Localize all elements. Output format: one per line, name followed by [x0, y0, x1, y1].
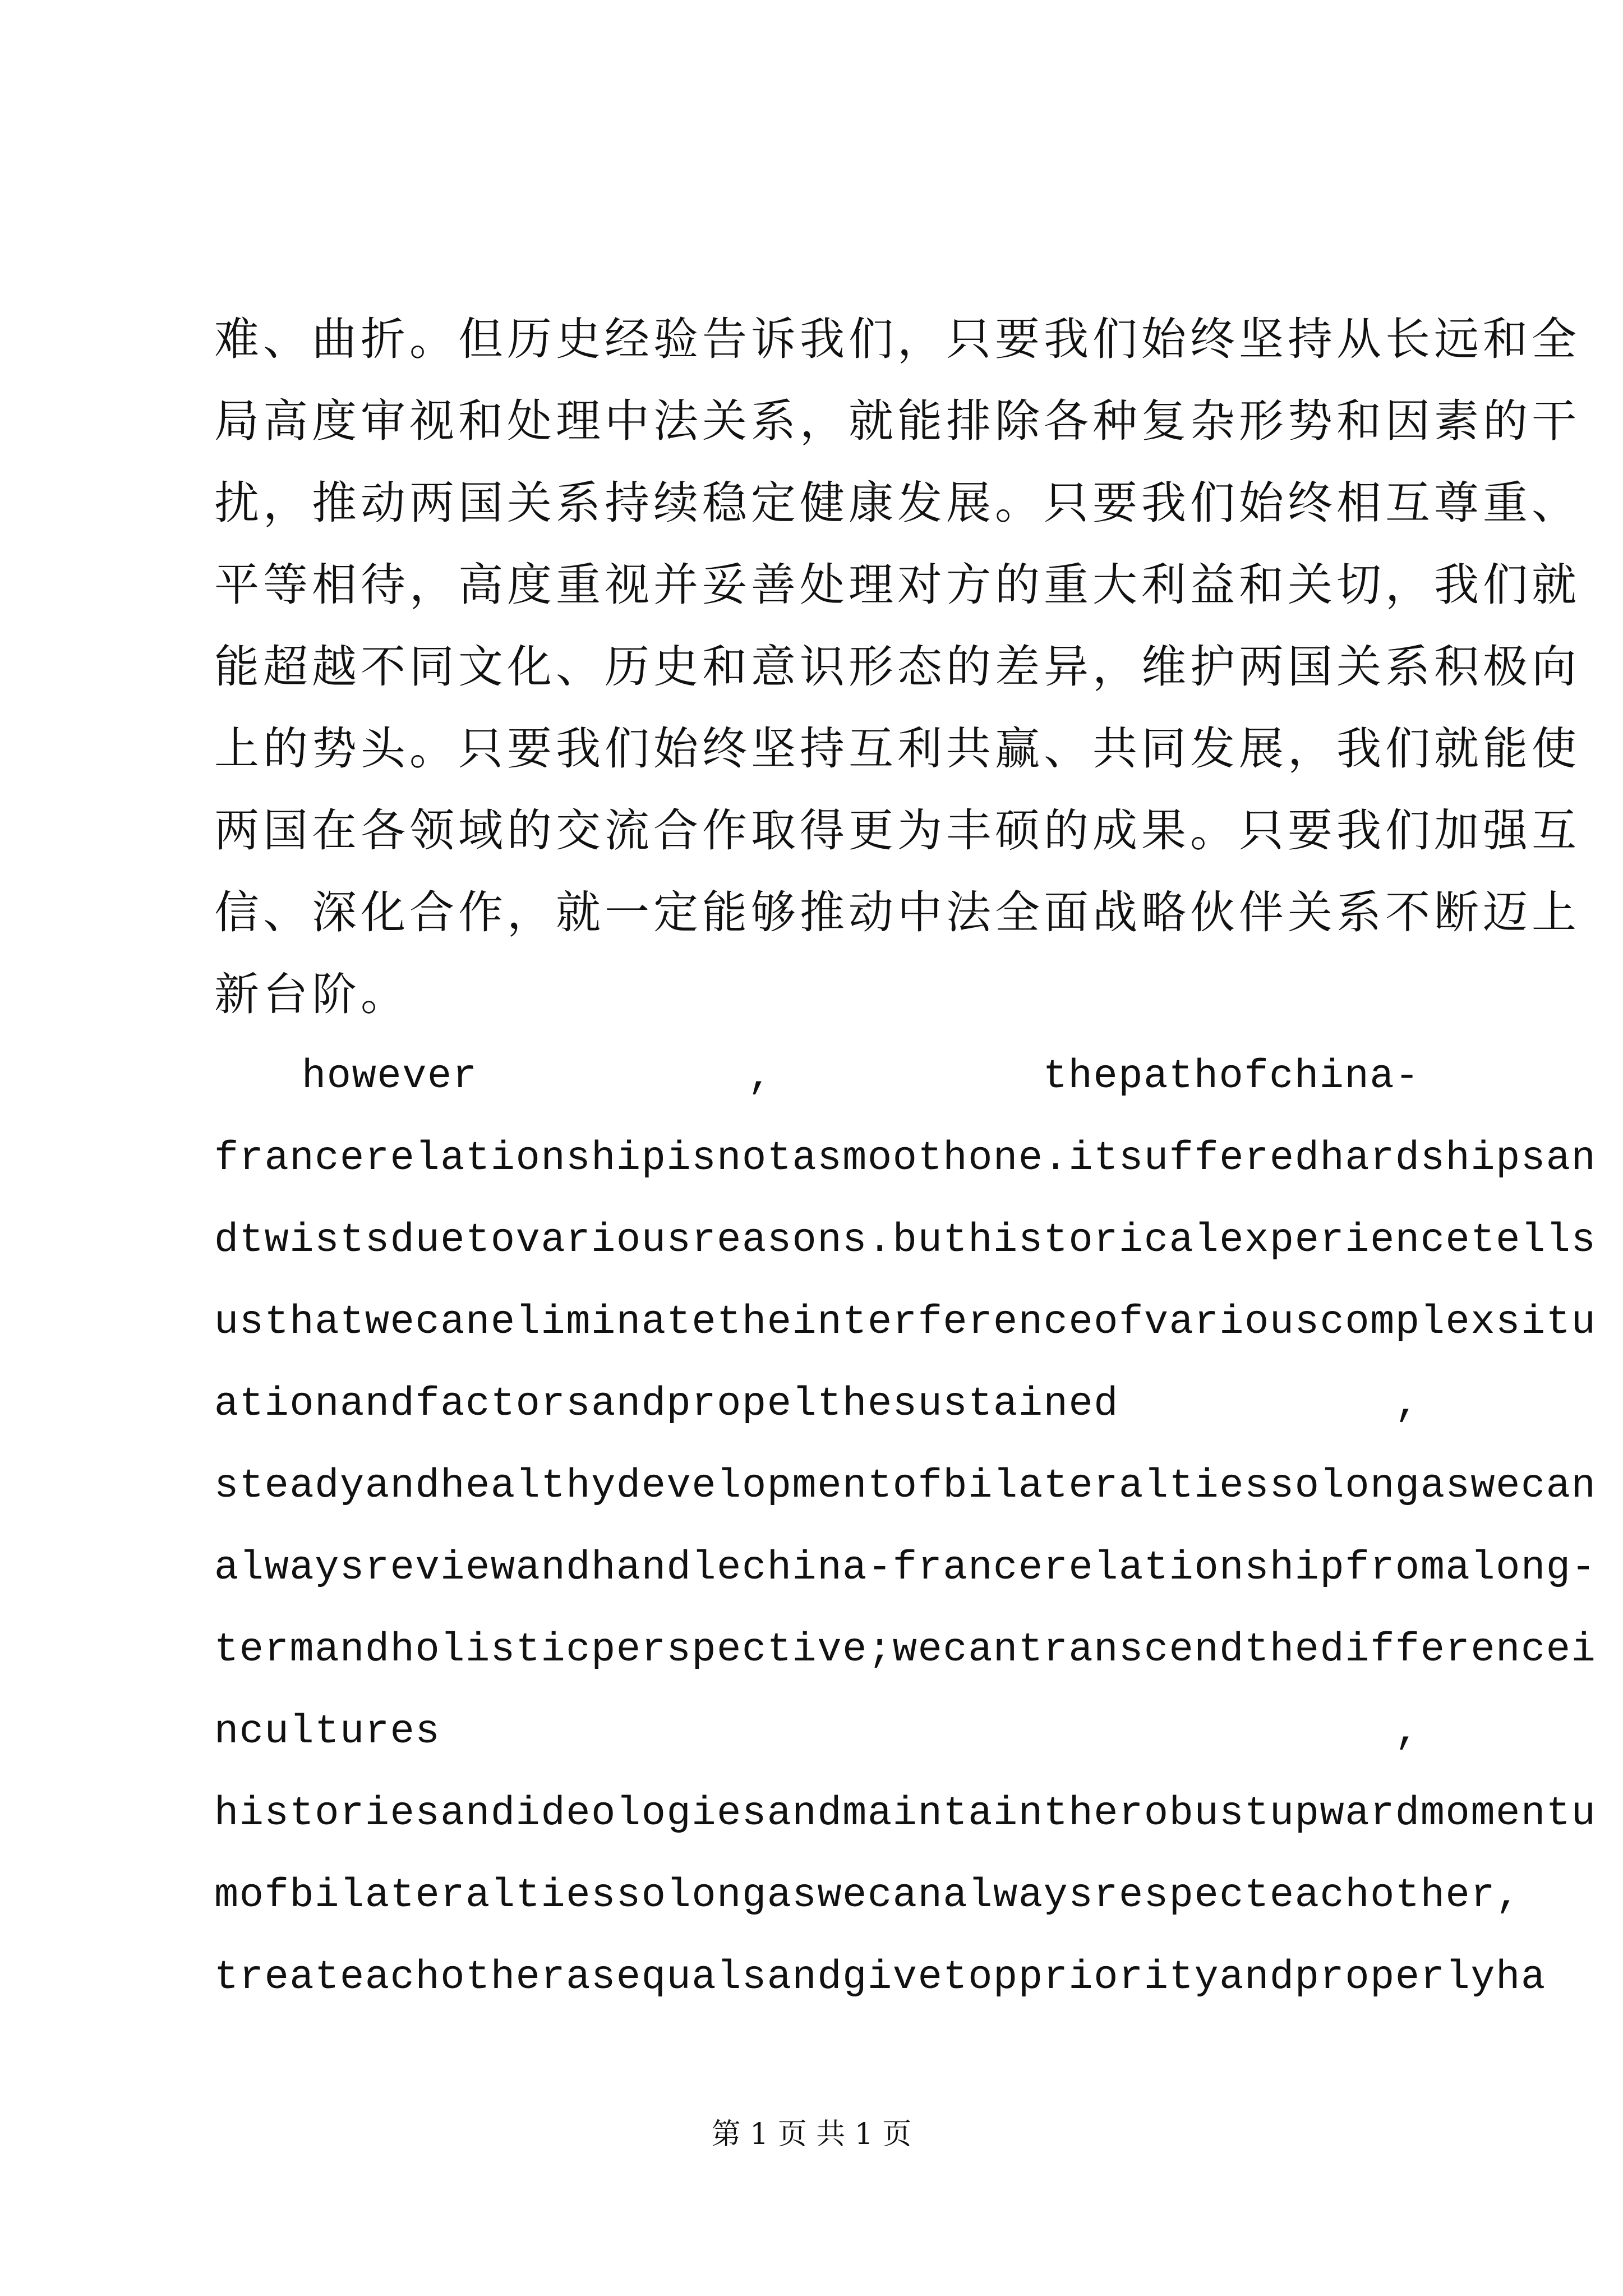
zh-char: 异 [1044, 641, 1092, 693]
zh-char: 够 [751, 886, 800, 938]
en-line-4: usthatwecaneliminatetheinterferenceofvariouscomplexsitu [214, 1299, 1597, 1345]
zh-char: 重 [1044, 559, 1092, 611]
zh-char: 历 [605, 641, 653, 693]
en-comma: , [748, 1053, 773, 1099]
zh-char: 护 [1190, 641, 1239, 693]
zh-char: 难 [214, 313, 263, 365]
zh-char: 关 [1288, 559, 1336, 611]
en-line-5 [214, 1362, 1420, 1446]
en-comma: , [1395, 1709, 1420, 1755]
zh-char: 持 [605, 477, 653, 529]
zh-char: 动 [849, 886, 897, 938]
zh-char: 我 [556, 723, 605, 775]
zh-char: 领 [409, 804, 458, 857]
zh-char: 流 [605, 804, 653, 857]
zh-char: 同 [409, 641, 458, 693]
zh-char: 远 [1434, 313, 1483, 365]
zh-char: 共 [1092, 723, 1141, 775]
zh-char: 终 [702, 723, 751, 775]
zh-line-4 [214, 543, 1580, 627]
zh-char: 两 [1239, 641, 1288, 693]
zh-char: 种 [1092, 395, 1141, 447]
zh-char: 局 [214, 395, 263, 447]
zh-char: ， [409, 559, 458, 611]
zh-char: 度 [507, 559, 556, 611]
zh-char: 等 [263, 559, 312, 611]
zh-char: 们 [1190, 477, 1239, 529]
zh-char: 的 [1044, 804, 1092, 857]
zh-char: 两 [409, 477, 458, 529]
zh-char: 展 [1239, 723, 1288, 775]
zh-char: 、 [556, 641, 605, 693]
zh-char: 上 [214, 723, 263, 775]
zh-char: 交 [556, 804, 605, 857]
zh-char: 重 [1483, 477, 1532, 529]
zh-char: 关 [1288, 886, 1336, 938]
zh-char: 全 [1532, 313, 1580, 365]
zh-char: 方 [946, 559, 995, 611]
zh-char: 信 [214, 886, 263, 938]
zh-char: 赢 [995, 723, 1044, 775]
zh-char: 我 [1044, 313, 1092, 365]
zh-char: 文 [458, 641, 507, 693]
zh-char: 、 [1532, 477, 1580, 529]
zh-char: 相 [1336, 477, 1385, 529]
zh-char: 能 [897, 395, 946, 447]
en-line-8: termandholisticperspective;wecantranscendthedifferencei [214, 1627, 1597, 1673]
zh-char: 。 [409, 723, 458, 775]
zh-char: ， [800, 395, 849, 447]
en-line-6: steadyandhealthydevelopmentofbilateraltiessolongaswecan [214, 1463, 1597, 1509]
zh-char: 和 [458, 395, 507, 447]
zh-char: 合 [653, 804, 702, 857]
zh-char: 尊 [1434, 477, 1483, 529]
zh-char: 、 [263, 313, 312, 365]
zh-char: 形 [1239, 395, 1288, 447]
zh-char: 妥 [702, 559, 751, 611]
zh-char: 并 [653, 559, 702, 611]
en-line-2: francerelationshipisnotasmoothone.itsufferedhardshipsan [214, 1135, 1597, 1181]
zh-char: 能 [214, 641, 263, 693]
zh-char: 系 [556, 477, 605, 529]
zh-char: 要 [507, 723, 556, 775]
zh-char: 定 [751, 477, 800, 529]
zh-char: 只 [458, 723, 507, 775]
zh-line-5 [214, 625, 1580, 709]
zh-char: 持 [800, 723, 849, 775]
en-text-respect: mofbilateraltiessolongaswecanalwaysrespecteachother [214, 1872, 1496, 1918]
zh-char: 持 [1288, 313, 1336, 365]
zh-char: 的 [507, 804, 556, 857]
zh-char: 理 [556, 395, 605, 447]
zh-char: ， [1288, 723, 1336, 775]
zh-char: 法 [946, 886, 995, 938]
zh-char: 坚 [751, 723, 800, 775]
zh-char: 域 [458, 804, 507, 857]
zh-char: 硕 [995, 804, 1044, 857]
zh-char: ， [263, 477, 312, 529]
en-line-9 [214, 1690, 1420, 1774]
zh-char: 得 [800, 804, 849, 857]
zh-char: 益 [1190, 559, 1239, 611]
zh-char: 取 [751, 804, 800, 857]
zh-char: 史 [556, 313, 605, 365]
zh-char: 积 [1434, 641, 1483, 693]
zh-char: 系 [1385, 641, 1434, 693]
zh-char: 曲 [312, 313, 361, 365]
zh-char: 两 [214, 804, 263, 857]
zh-char: 利 [897, 723, 946, 775]
zh-char: 诉 [751, 313, 800, 365]
zh-char: 差 [995, 641, 1044, 693]
zh-char: 史 [653, 641, 702, 693]
zh-char: 长 [1385, 313, 1434, 365]
zh-char: 只 [1044, 477, 1092, 529]
zh-char: 合 [409, 886, 458, 938]
zh-char: 处 [507, 395, 556, 447]
zh-char: 平 [214, 559, 263, 611]
zh-char: 除 [995, 395, 1044, 447]
zh-char: 就 [849, 395, 897, 447]
zh-char: 能 [702, 886, 751, 938]
zh-char: 伴 [1239, 886, 1288, 938]
zh-char: 就 [1532, 559, 1580, 611]
zh-char: 互 [1532, 804, 1580, 857]
zh-char: ， [1385, 559, 1434, 611]
zh-char: 我 [1141, 477, 1190, 529]
zh-char: 加 [1434, 804, 1483, 857]
zh-char: 要 [1288, 804, 1336, 857]
zh-char: 关 [507, 477, 556, 529]
zh-char: 果 [1141, 804, 1190, 857]
zh-char: 系 [751, 395, 800, 447]
zh-char: 各 [1044, 395, 1092, 447]
zh-line-8 [214, 871, 1580, 955]
zh-char: 终 [1190, 313, 1239, 365]
zh-char: 关 [1336, 641, 1385, 693]
zh-char: 同 [1141, 723, 1190, 775]
zh-char: 善 [751, 559, 800, 611]
en-line-10: historiesandideologiesandmaintaintherobustupwardmomentu [214, 1791, 1597, 1837]
zh-char: 互 [849, 723, 897, 775]
zh-char: 断 [1434, 886, 1483, 938]
zh-char: 识 [800, 641, 849, 693]
zh-char: 就 [1434, 723, 1483, 775]
zh-char: 头 [361, 723, 409, 775]
zh-char: 续 [653, 477, 702, 529]
zh-char: 越 [312, 641, 361, 693]
zh-char: 战 [1092, 886, 1141, 938]
zh-char: 大 [1092, 559, 1141, 611]
zh-char: 全 [995, 886, 1044, 938]
zh-char: 但 [458, 313, 507, 365]
zh-char: 化 [507, 641, 556, 693]
zh-line-9: 新台阶。 [214, 968, 409, 1020]
zh-char: 健 [800, 477, 849, 529]
zh-line-2 [214, 379, 1580, 463]
zh-char: 化 [361, 886, 409, 938]
zh-char: 干 [1532, 395, 1580, 447]
zh-char: 上 [1532, 886, 1580, 938]
zh-char: 和 [1239, 559, 1288, 611]
zh-char: 丰 [946, 804, 995, 857]
zh-char: 略 [1141, 886, 1190, 938]
zh-char: 稳 [702, 477, 751, 529]
zh-char: 势 [1288, 395, 1336, 447]
zh-char: 度 [312, 395, 361, 447]
en-comma: , [1395, 1381, 1420, 1427]
zh-char: 们 [1385, 804, 1434, 857]
zh-char: 更 [849, 804, 897, 857]
zh-line-6 [214, 707, 1580, 791]
zh-char: 利 [1141, 559, 1190, 611]
zh-char: 从 [1336, 313, 1385, 365]
zh-char: 为 [897, 804, 946, 857]
zh-char: 定 [653, 886, 702, 938]
zh-char: 只 [1239, 804, 1288, 857]
zh-char: 我 [1336, 804, 1385, 857]
zh-char: 动 [361, 477, 409, 529]
zh-char: 不 [1385, 886, 1434, 938]
zh-char: 维 [1141, 641, 1190, 693]
zh-char: 、 [1044, 723, 1092, 775]
en-comma: , [1496, 1872, 1521, 1918]
zh-char: 极 [1483, 641, 1532, 693]
zh-char: 关 [702, 395, 751, 447]
zh-char: 能 [1483, 723, 1532, 775]
zh-char: 切 [1336, 559, 1385, 611]
zh-char: 国 [263, 804, 312, 857]
zh-char: 推 [312, 477, 361, 529]
zh-char: 始 [1239, 477, 1288, 529]
zh-char: 重 [556, 559, 605, 611]
zh-char: 态 [897, 641, 946, 693]
zh-char: ， [507, 886, 556, 938]
zh-char: 对 [897, 559, 946, 611]
zh-char: 我 [1336, 723, 1385, 775]
zh-char: 中 [605, 395, 653, 447]
zh-line-7 [214, 789, 1580, 873]
zh-char: 势 [312, 723, 361, 775]
zh-char: 和 [702, 641, 751, 693]
zh-char: 经 [605, 313, 653, 365]
zh-char: 相 [312, 559, 361, 611]
zh-char: 始 [653, 723, 702, 775]
zh-char: 的 [1483, 395, 1532, 447]
zh-char: 使 [1532, 723, 1580, 775]
zh-char: 审 [361, 395, 409, 447]
zh-char: ， [897, 313, 946, 365]
zh-char: 理 [849, 559, 897, 611]
zh-char: 们 [1385, 723, 1434, 775]
zh-char: 在 [312, 804, 361, 857]
zh-char: 强 [1483, 804, 1532, 857]
zh-char: 复 [1141, 395, 1190, 447]
zh-char: 法 [653, 395, 702, 447]
zh-char: 的 [263, 723, 312, 775]
zh-char: 展 [946, 477, 995, 529]
en-line-7: alwaysreviewandhandlechina-francerelationshipfromalong- [214, 1545, 1597, 1591]
zh-char: 发 [897, 477, 946, 529]
zh-char: 历 [507, 313, 556, 365]
en-word-thepath: thepathofchina- [1043, 1053, 1420, 1099]
zh-char: 系 [1336, 886, 1385, 938]
zh-char: 各 [361, 804, 409, 857]
zh-char: 高 [458, 559, 507, 611]
zh-char: 们 [605, 723, 653, 775]
zh-char: 、 [263, 886, 312, 938]
zh-char: 。 [995, 477, 1044, 529]
zh-char: 中 [897, 886, 946, 938]
zh-char: 伙 [1190, 886, 1239, 938]
zh-char: 和 [1483, 313, 1532, 365]
zh-char: 素 [1434, 395, 1483, 447]
zh-char: 视 [605, 559, 653, 611]
zh-char: 我 [1434, 559, 1483, 611]
zh-char: 坚 [1239, 313, 1288, 365]
zh-char: 因 [1385, 395, 1434, 447]
zh-char: 始 [1141, 313, 1190, 365]
zh-char: 处 [800, 559, 849, 611]
zh-char: 告 [702, 313, 751, 365]
zh-char: 向 [1532, 641, 1580, 693]
zh-char: 排 [946, 395, 995, 447]
en-line-11 [214, 1853, 1521, 1938]
zh-char: 就 [556, 886, 605, 938]
zh-char: 待 [361, 559, 409, 611]
zh-char: 折 [361, 313, 409, 365]
zh-char: 视 [409, 395, 458, 447]
zh-line-3 [214, 461, 1580, 545]
zh-char: 只 [946, 313, 995, 365]
en-text-sustained: ationandfactorsandpropelthesustained [214, 1381, 1119, 1427]
zh-char: 高 [263, 395, 312, 447]
zh-char: 超 [263, 641, 312, 693]
zh-char: 们 [1483, 559, 1532, 611]
zh-char: 扰 [214, 477, 263, 529]
zh-char: 一 [605, 886, 653, 938]
zh-char: 要 [995, 313, 1044, 365]
zh-char: 们 [1092, 313, 1141, 365]
zh-char: 终 [1288, 477, 1336, 529]
page-footer: 第 1 页 共 1 页 [711, 2118, 912, 2151]
zh-char: 杂 [1190, 395, 1239, 447]
en-line-3: dtwistsduetovariousreasons.buthistoricalexperiencetells [214, 1217, 1597, 1263]
zh-char: 作 [458, 886, 507, 938]
zh-char: 意 [751, 641, 800, 693]
zh-char: 我 [800, 313, 849, 365]
zh-char: 面 [1044, 886, 1092, 938]
zh-char: 深 [312, 886, 361, 938]
en-line-12: treateachotherasequalsandgivetoppriorityandproperlyha [214, 1954, 1546, 2000]
zh-char: ， [1092, 641, 1141, 693]
zh-char: 的 [995, 559, 1044, 611]
en-line-1 [214, 1034, 1420, 1119]
en-text-cultures: ncultures [214, 1709, 441, 1755]
zh-char: 推 [800, 886, 849, 938]
zh-char: 发 [1190, 723, 1239, 775]
zh-char: 的 [946, 641, 995, 693]
zh-line-1 [214, 297, 1580, 381]
zh-char: 国 [458, 477, 507, 529]
en-word-however: however [302, 1053, 478, 1099]
zh-char: 成 [1092, 804, 1141, 857]
zh-char: 迈 [1483, 886, 1532, 938]
zh-char: 不 [361, 641, 409, 693]
zh-char: 共 [946, 723, 995, 775]
zh-char: 和 [1336, 395, 1385, 447]
zh-char: 互 [1385, 477, 1434, 529]
zh-char: 。 [409, 313, 458, 365]
zh-char: 们 [849, 313, 897, 365]
zh-char: 作 [702, 804, 751, 857]
zh-char: 验 [653, 313, 702, 365]
zh-char: 要 [1092, 477, 1141, 529]
zh-char: 国 [1288, 641, 1336, 693]
zh-char: 康 [849, 477, 897, 529]
zh-char: 形 [849, 641, 897, 693]
zh-char: 。 [1190, 804, 1239, 857]
